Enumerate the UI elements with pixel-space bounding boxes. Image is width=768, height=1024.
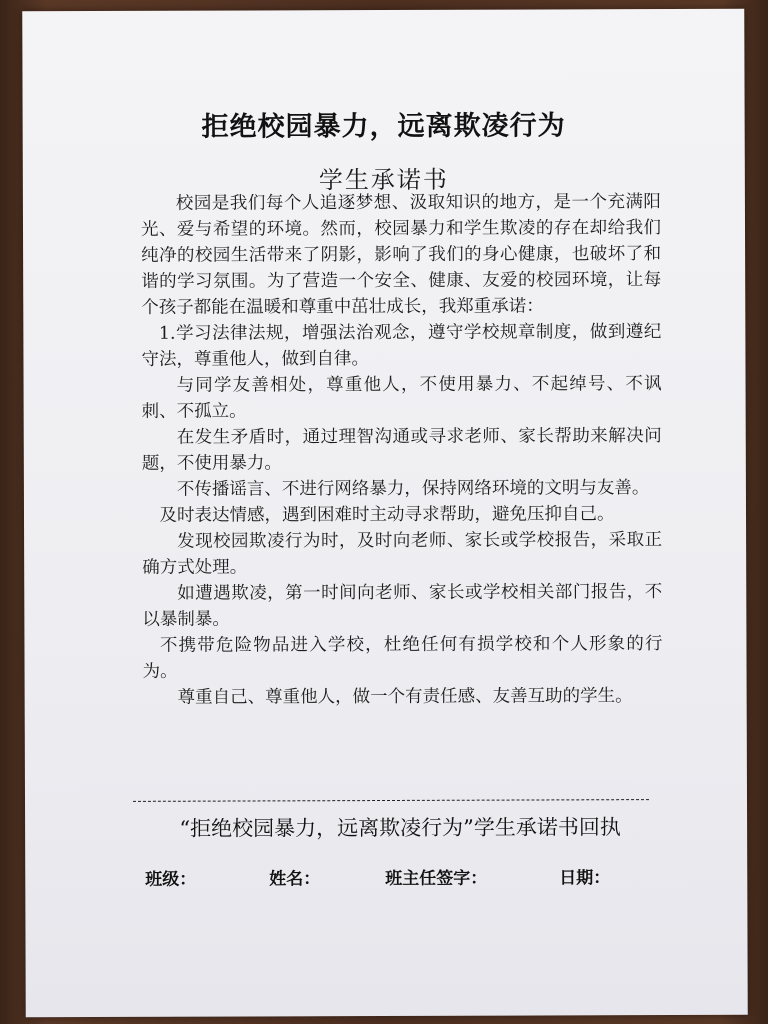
pledge-item-5: 及时表达情感，遇到困难时主动寻求帮助，避免压抑自己。 xyxy=(159,504,615,526)
pledge-item-8: 不携带危险物品进入学校，杜绝任何有损学校和个人形象的行为。 xyxy=(142,634,663,682)
cut-line-divider xyxy=(133,799,649,802)
document-title: 拒绝校园暴力，远离欺凌行为 xyxy=(201,110,566,143)
pledge-item-3: 在发生矛盾时，通过理智沟通或寻求老师、家长帮助来解决问题，不使用暴力。 xyxy=(141,426,662,474)
document-subtitle: 学生承诺书 xyxy=(318,165,449,195)
pledge-item-1: 1.学习法律法规，增强法治观念，遵守学校规章制度，做到遵纪守法，尊重他人，做到自律。 xyxy=(141,322,662,370)
class-field-label: 班级： xyxy=(145,869,197,890)
pledge-body xyxy=(141,189,663,711)
date-field-label: 日期： xyxy=(559,868,611,889)
pledge-item-4: 不传播谣言、不进行网络暴力，保持网络环境的文明与友善。 xyxy=(176,478,650,500)
pledge-item-6: 发现校园欺凌行为时，及时向老师、家长或学校报告，采取正确方式处理。 xyxy=(142,530,663,578)
name-field-label: 姓名： xyxy=(269,869,321,890)
receipt-fields xyxy=(25,863,747,890)
pledge-item-9: 尊重自己、尊重他人，做一个有责任感、友善互助的学生。 xyxy=(177,686,633,708)
paper-sheet xyxy=(22,9,748,1018)
pledge-item-2: 与同学友善相处，尊重他人，不使用暴力、不起绰号、不讽刺、不孤立。 xyxy=(141,374,662,422)
receipt-title: “拒绝校园暴力，远离欺凌行为”学生承诺书回执 xyxy=(179,815,621,841)
teacher-signature-field-label: 班主任签字： xyxy=(385,868,488,890)
intro-paragraph: 校园是我们每个人追逐梦想、汲取知识的地方，是一个充满阳光、爱与希望的环境。然而，校园暴力和学生欺凌的存在却给我们纯净的校园生活带来了阴影，影响了我们的身心健康，也破坏了和谐的学习氛围。为了营造一个安全、健康、友爱的校园环境，让每个孩子都能在温暖和尊重中茁壮成长，我郑重承诺： xyxy=(140,192,662,318)
pledge-item-7: 如遭遇欺凌，第一时间向老师、家长或学校相关部门报告，不以暴制暴。 xyxy=(142,582,663,630)
